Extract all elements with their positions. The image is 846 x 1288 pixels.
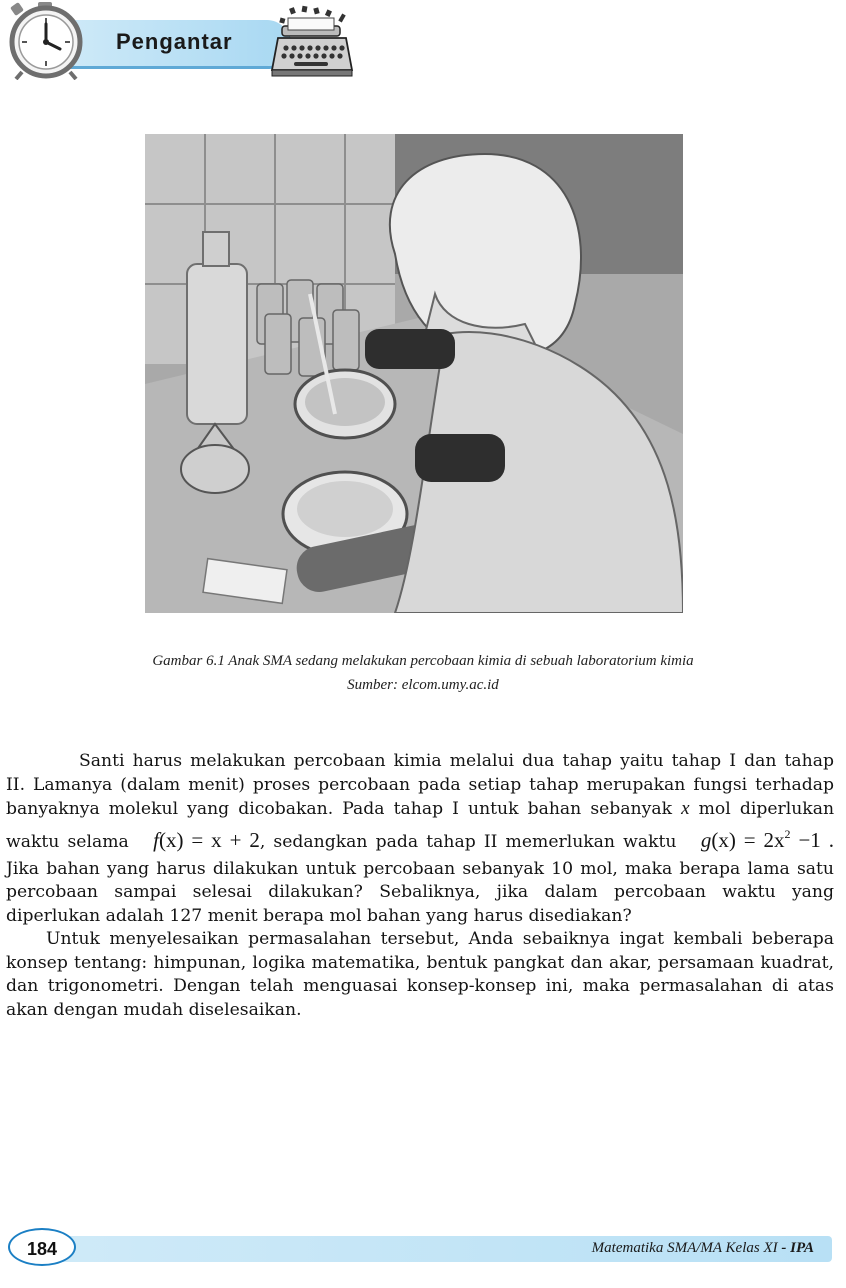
paragraph-line-math — [6, 822, 834, 858]
header-title: Pengantar — [116, 29, 233, 54]
typewriter-icon — [268, 4, 356, 80]
paragraph-line: konsep tentang: himpunan, logika matematika, bentuk pangkat dan akar, persamaan kuadrat, — [6, 952, 834, 973]
text-run: banyaknya molekul yang dicobakan. Pada tahap I untuk bahan sebanyak — [6, 799, 673, 819]
figure-caption-block — [60, 649, 786, 697]
figure-caption: Gambar 6.1 Anak SMA sedang melakukan percobaan kimia di sebuah laboratorium kimia — [152, 653, 694, 669]
footer-book-suffix: - IPA — [781, 1240, 814, 1256]
formula-f-lhs: f — [153, 827, 159, 852]
formula-g-lhs: g — [700, 827, 712, 852]
paragraph-line: Jika bahan yang harus dilakukan untuk percobaan sebanyak 10 mol, maka berapa lama satu — [6, 858, 834, 879]
lab-photo — [145, 134, 683, 613]
paragraph-line: diperlukan adalah 127 menit berapa mol bahan yang harus disediakan? — [6, 905, 632, 926]
paragraph-line: Untuk menyelesaikan permasalahan tersebut, Anda sebaiknya ingat kembali beberapa — [46, 929, 834, 949]
footer-book-name: Matematika SMA/MA Kelas XI — [591, 1240, 782, 1256]
formula-g-tail: −1 . — [790, 827, 834, 852]
variable-x: x — [681, 798, 690, 819]
text-run: mol diperlukan — [698, 799, 835, 819]
formula-f-rhs: (x) = x + 2 — [159, 827, 260, 852]
paragraph-line: akan dengan mudah diselesaikan. — [6, 999, 302, 1020]
text-run: , sedangkan pada tahap II memerlukan waktu — [259, 831, 677, 852]
chapter-header — [0, 0, 846, 80]
body-text — [6, 750, 834, 1022]
footer-band — [52, 1236, 832, 1262]
paragraph-line: percobaan sampai selesai dilakukan? Sebaliknya, jika dalam percobaan waktu yang — [6, 882, 834, 902]
formula-f — [153, 828, 260, 852]
figure-source: Sumber: elcom.umy.ac.id — [347, 677, 499, 693]
page-number: 184 — [8, 1228, 76, 1266]
clock-icon — [4, 2, 88, 80]
formula-g-rhs: (x) = 2x — [711, 827, 785, 852]
paragraph-line — [6, 797, 834, 822]
formula-g-exponent: 2 — [784, 826, 791, 841]
paragraph-line: Santi harus melakukan percobaan kimia melalui dua tahap yaitu tahap I dan tahap — [79, 751, 834, 771]
footer-book-title — [592, 1240, 814, 1257]
lab-photo-illustration — [145, 134, 683, 613]
formula-g — [701, 828, 834, 852]
text-run: waktu selama — [6, 831, 129, 852]
paragraph-line: II. Lamanya (dalam menit) proses percobaan pada setiap tahap merupakan fungsi terhadap — [6, 774, 834, 795]
paragraph-line: dan trigonometri. Dengan telah menguasai konsep-konsep ini, maka permasalahan di atas — [6, 976, 834, 996]
